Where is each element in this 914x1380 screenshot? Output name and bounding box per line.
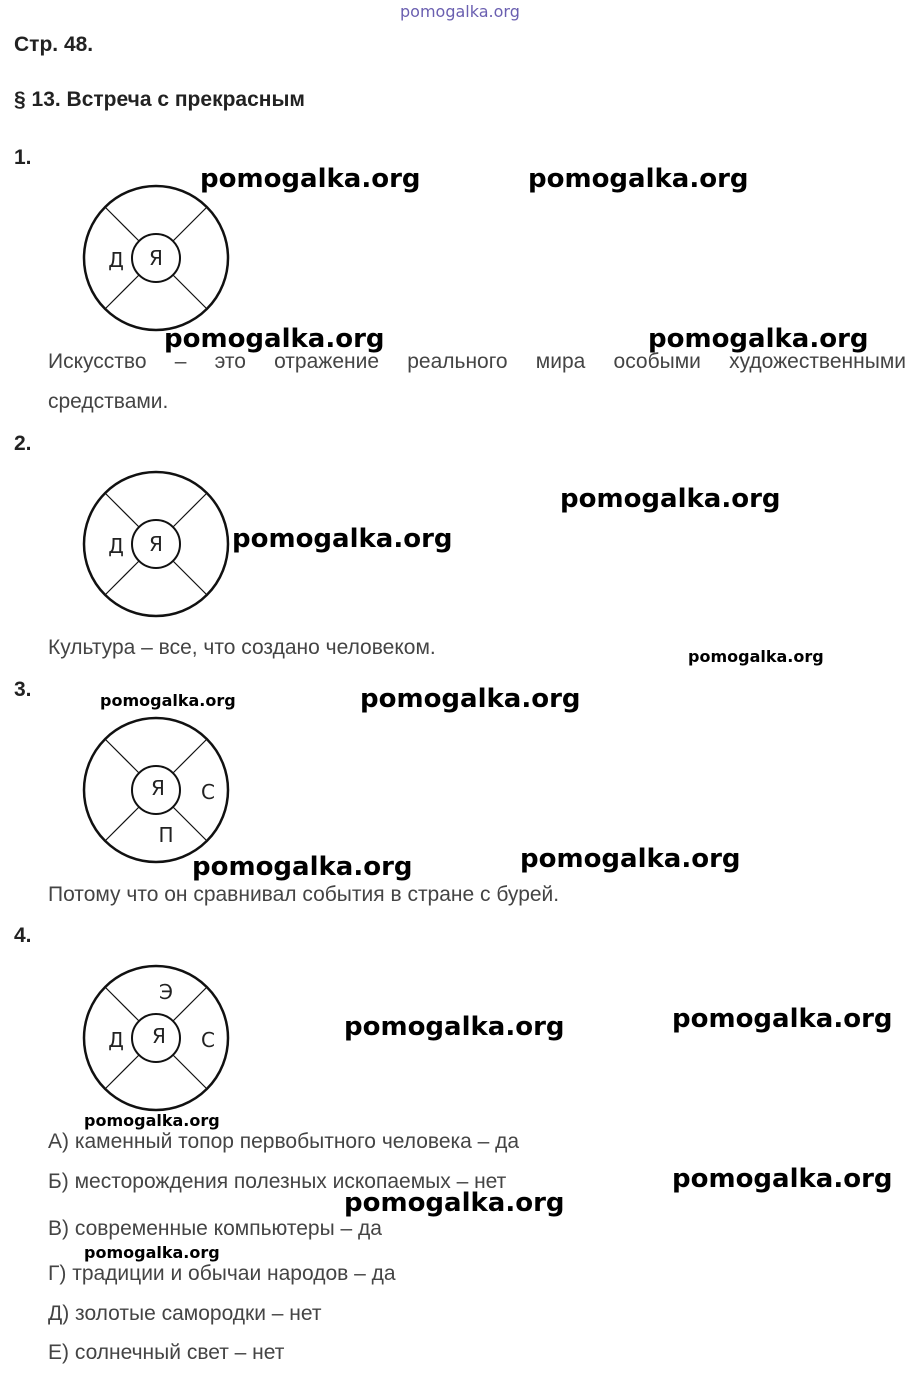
- task-2-text: Культура – все, что создано человеком.: [48, 636, 436, 659]
- task-1-number: 1.: [14, 146, 32, 169]
- watermark: pomogalka.org: [344, 1188, 565, 1218]
- diagram-bottom-label: П: [158, 823, 174, 847]
- watermark: pomogalka.org: [100, 691, 236, 710]
- diagram-left-label: Д: [108, 534, 124, 558]
- diagram-center-label: Я: [151, 776, 165, 800]
- watermark: pomogalka.org: [344, 1012, 565, 1042]
- task-4-answer-e: Д) золотые самородки – нет: [48, 1302, 322, 1325]
- watermark: pomogalka.org: [648, 324, 869, 354]
- site-watermark-top: pomogalka.org: [400, 2, 520, 21]
- watermark: pomogalka.org: [672, 1164, 893, 1194]
- watermark: pomogalka.org: [164, 324, 385, 354]
- watermark: pomogalka.org: [688, 647, 824, 666]
- task-4-answer-d: Г) традиции и обычаи народов – да: [48, 1262, 396, 1285]
- diagram-right-label: С: [201, 1028, 215, 1052]
- task-3-number: 3.: [14, 678, 32, 701]
- watermark: pomogalka.org: [84, 1243, 220, 1262]
- watermark: pomogalka.org: [84, 1111, 220, 1130]
- watermark: pomogalka.org: [520, 844, 741, 874]
- task-3-diagram: [80, 714, 232, 866]
- diagram-center-label: Я: [152, 1024, 166, 1048]
- task-4-answer-a: А) каменный топор первобытного человека – да: [48, 1130, 520, 1153]
- task-1-text-line2: средствами.: [48, 390, 169, 413]
- watermark: pomogalka.org: [200, 164, 421, 194]
- diagram-center-label: Я: [149, 246, 163, 270]
- watermark: pomogalka.org: [360, 684, 581, 714]
- task-1-text-line1: Искусство – это отражение реального мира особыми художественными: [48, 350, 906, 373]
- watermark: pomogalka.org: [192, 852, 413, 882]
- task-4-answer-b: Б) месторождения полезных ископаемых – нет: [48, 1170, 507, 1193]
- task-4-number: 4.: [14, 924, 32, 947]
- task-2-number: 2.: [14, 432, 32, 455]
- diagram-top-label: Э: [159, 980, 173, 1004]
- diagram-right-label: С: [201, 780, 215, 804]
- task-4-diagram: [80, 962, 232, 1114]
- watermark: pomogalka.org: [232, 524, 453, 554]
- task-2-diagram: [80, 468, 232, 620]
- watermark: pomogalka.org: [560, 484, 781, 514]
- task-4-answer-f: Е) солнечный свет – нет: [48, 1341, 285, 1364]
- diagram-left-label: Д: [108, 248, 124, 272]
- page-number: Стр. 48.: [14, 33, 94, 56]
- task-4-answer-c: В) современные компьютеры – да: [48, 1217, 382, 1240]
- watermark: pomogalka.org: [528, 164, 749, 194]
- diagram-center-label: Я: [149, 532, 163, 556]
- watermark: pomogalka.org: [672, 1004, 893, 1034]
- diagram-left-label: Д: [108, 1028, 124, 1052]
- section-title: § 13. Встреча с прекрасным: [14, 88, 305, 111]
- task-3-text: Потому что он сравнивал события в стране с бурей.: [48, 883, 560, 906]
- task-1-diagram: [80, 182, 232, 334]
